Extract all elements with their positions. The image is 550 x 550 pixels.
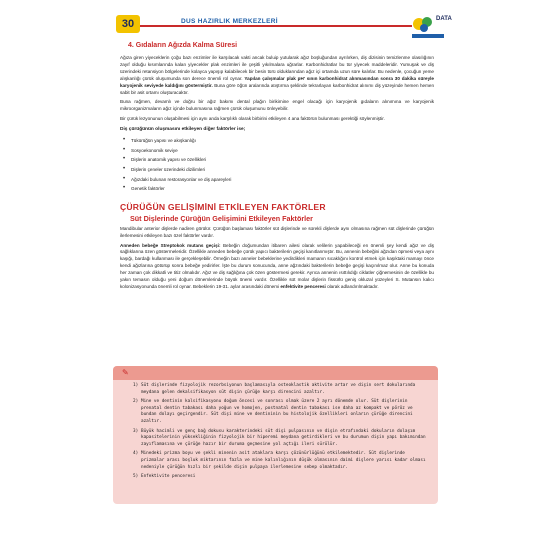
main-section-title: ÇÜRÜĞÜN GELİŞİMİNİ ETKİLEYEN FAKTÖRLER bbox=[120, 201, 326, 212]
note-item-text: Enfektivite penceresi bbox=[141, 474, 196, 480]
list-item: • Dişlerin anatomik yapısı ve özellikleri bbox=[122, 155, 434, 165]
section-title-text: Gıdaların Ağızda Kalma Süresi bbox=[135, 42, 238, 49]
list-item bbox=[133, 399, 429, 425]
factors-list bbox=[122, 136, 434, 194]
list-item: • Tükürüğün yapısı ve akışkanlığı bbox=[122, 136, 434, 146]
logo-text: DATA bbox=[436, 16, 452, 22]
main-section-subtitle: Süt Dişlerinde Çürüğün Gelişimini Etkileyen Faktörler bbox=[130, 213, 313, 223]
paragraph-1-bold: Yapılan çalışmalar plak pH' sının karbonhidrat alınmasından sonra 30 dakika süreyle karyojenik seviyede kaldığını göstermiştir. bbox=[120, 75, 434, 88]
header-divider bbox=[140, 25, 412, 27]
list-item: • Genetik faktörler bbox=[122, 184, 434, 194]
note-item-text: Büyük hacimli ve genç bağ dokusu karakterindeki süt dişi pulpasının ve dişin etrafındaki dokuların dolaşım kapasitelerinin yüksekliğinin fizyolojik bir hiperemi meydana getirdikleri ve bu durumun dişin yapı bakımından zayıflamasına ve çürüğe hazır bir duruma geçmesine yol açtığı ileri sürülür. bbox=[141, 428, 426, 447]
note-list bbox=[133, 383, 429, 484]
pencil-icon: ✎ bbox=[122, 368, 129, 377]
paragraph-5 bbox=[120, 243, 434, 291]
list-item bbox=[133, 451, 429, 471]
factors-heading: Diş çürüğünün oluşmasını etkileyen diğer faktörler ise; bbox=[120, 127, 246, 133]
list-item bbox=[133, 474, 429, 481]
note-box bbox=[113, 366, 438, 504]
list-item bbox=[133, 429, 429, 449]
note-item-text: Süt dişlerinde fizyolojik rezorbsiyonun başlamasıyla osteoklastik aktivite artar ve dişin sert dokularında meydana gelen dekalsifikasyon süt dişin çürüğe karşı direncini azaltır. bbox=[141, 383, 416, 395]
paragraph-5-bold-2: enfektivite penceresi bbox=[280, 283, 326, 289]
logo-underline bbox=[412, 34, 444, 38]
note-item-number: 1) bbox=[133, 383, 139, 388]
section-number: 4. bbox=[128, 42, 134, 49]
list-item bbox=[133, 383, 429, 396]
paragraph-2: Buna rağmen, devamlı ve doğru bir ağız bakımı dental plağın birikimine engel olacağı için karyojenik gıdaların alınımına ve karyojenik mikroorganizmaların ağız içinde bulunmasına rağmen çürük oluşumunu önleyebilir. bbox=[120, 99, 434, 112]
paragraph-1-text-a: Ağıza giren yiyeceklerin çoğu bazı enzimler ile karşılacak vakti ancak buluip yutularak ağız boşluğundan ayrılırken, diş dizisinin temizlenme olasılığının zayıf olduğu kısımlarında kalan yiyecekler plak enzimleri ile çeşitli yıkılmalara uğrarlar. Karbonhidratlar bu tür yiyecek maddeleridir. Yumuşak ve diş üzerindeki retansiyon bölgelerinde kolayca yapışıp kalabilecek bir besin türü olduklarından ağız içi ortamda uzun süre kalırlar. Bu nedenle, çocuğun yeme alışkanlığı çürük oluşumunda son derece önemli rol oynar. bbox=[120, 55, 434, 81]
paragraph-1-text-b: Buna göre öğün aralarında atıştırma şeklinde tekrarlayan karbonhidrat alınımı diş yüzeyinde hemen hemen sabit bir asit ortamı oluşturacaktır. bbox=[120, 82, 435, 95]
header-title: DUS HAZIRLIK MERKEZLERİ bbox=[178, 18, 281, 25]
paragraph-4: Mandibular anterior dişlerde nadiren görülür. Çürüğün başlaması faktörler süt dişlerinde ve sürekli dişlerde aynı olmasına rağmen süt dişlerinde çürüğün ilerlemesini etkileyen bazı özel faktörler vardır. bbox=[120, 225, 434, 238]
page-number: 30 bbox=[116, 15, 140, 33]
list-item: • Ağızdaki bulunan restorasyonlar ve diş apareyleri bbox=[122, 175, 434, 185]
note-item-number: 5) bbox=[133, 474, 139, 480]
publisher-logo-icon bbox=[412, 14, 436, 34]
list-item: • Dişlerin çeneler üzerindeki dizilimleri bbox=[122, 165, 434, 175]
list-item: • Sosyoekonomik seviye bbox=[122, 146, 434, 156]
paragraph-5-text-a: Bebeğin doğumundan itibaren ailesi olarak velilerin yapabileceği en önemli şey kendi ağız ve diş sağlıklarına özen göstermeleridir. Özellikle anneden bebeğe çürük yapıcı bakterilerin geçişi kanıtlanmıştır. Bu, annenin bebeğini ağzıdan öpmesi veya aynı kaşığı, bardağı kullanması ile gerçekleşebilir. Örneğin bazı anneler bebeklerine yedirdikleri mamanın sıcaklığını kontrol etmek için kaşıktaki mamayı önce kendi ağızlarına götürüp sonra bebeğe yedirirler. İşte bu durum sonucunda, anne ağzındaki bakterilerin bebeğe geçişi kaçınılmaz olur. Anne bu konuda her zaman çok dikkatli ve titiz olmalıdır. Ağız ve diş sağlığına çok özen göstermesi gerekir. Ayrıca annenin ısıttılıdığı ciklatler çiğnemesinin de özellikle bu yakın temasın olduğu yeni doğum dönemlerinde büyük önemi vardır. Özellikle süt molar dişlerin fissürlü geniş okluzal yüzeyleri S. Mutansın kalıcı kolonizasyonunda önemli rol oynar. Bebeklerin 19-31. aylar arasındaki dönemi bbox=[120, 242, 434, 289]
note-item-text: Mine ve dentinin kalsifikasyonu doğum öncesi ve sonrası olmak üzere 2 ayrı dönemde olur. Süt dişlerinin prenatal dentin tabakası daha yoğun ve homojen, postnatal dentin tabakası ise daha az kompakt ve pöröz ve bundan dolayı geçirgendir. Süt dişi mine ve dentininin bu histolojik özellikleri onların çürüğe direncini azaltır. bbox=[141, 399, 413, 424]
page-header bbox=[0, 12, 550, 42]
note-item-number: 2) bbox=[133, 399, 139, 405]
paragraph-5-text-b: olarak adlandırılmaktadır. bbox=[327, 283, 379, 289]
paragraph-3: Bir çürük lezyonunun oluşabilmesi için aynı anda karşılıklı olarak birbirini etkileyen 4 ana faktörün bulunması gerektiği söylenmiştir. bbox=[120, 116, 385, 122]
note-item-number: 3) bbox=[133, 428, 139, 434]
note-header bbox=[113, 366, 438, 380]
note-item-number: 4) bbox=[133, 451, 139, 457]
paragraph-1 bbox=[120, 55, 434, 96]
note-item-text: Minedeki prizma boyu ve şekli minenin asit ataklara karşı çözünürlüğünü etkilemektedir. Süt dişlerinde prizmalar arası boşluk miktarının fazla ve mine kalınlığının düşük olmasının daimi dişlere yarısı kadar olması nedeniyle çürüğün hızlı bir şekilde dişin pulpaya ilerlemesine sebep olmaktadır. bbox=[141, 451, 426, 470]
section-4-title bbox=[128, 42, 434, 49]
paragraph-5-bold: Anneden bebeğe Streptokok mutans geçişi: bbox=[120, 242, 221, 248]
page-content bbox=[120, 42, 434, 294]
